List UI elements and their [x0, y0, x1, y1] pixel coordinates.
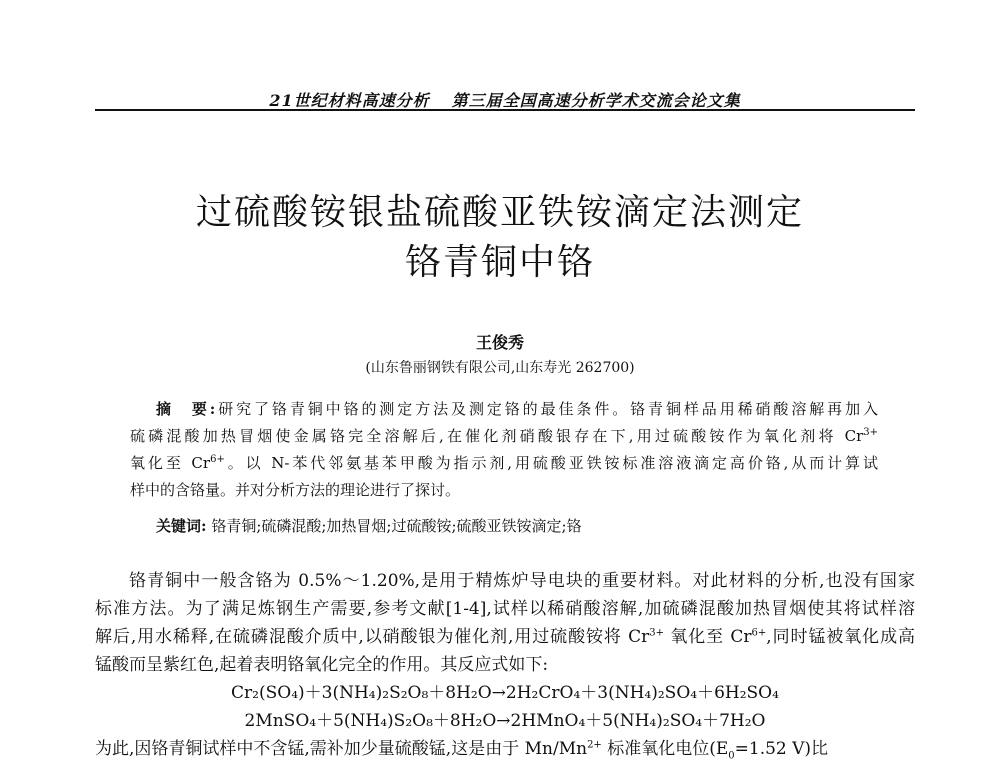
body-line-4: 锰酸而呈紫红色,起着表明铬氧化完全的作用。其反应式如下:	[95, 655, 549, 675]
body-line-3: 解后,用水稀释,在硫磷混酸介质中,以硝酸银为催化剂,用过硫酸铵将 $Cr^{3+}$ 氧化至 $Cr^{6+}$,同时锰被氧化成高	[95, 627, 916, 647]
running-head-left: 21世纪材料高速分析	[269, 91, 430, 110]
header-rule	[95, 109, 915, 111]
abstract	[130, 396, 878, 504]
paper-title	[0, 188, 1000, 288]
body-line-1: 铬青铜中一般含铬为 0.5%～1.20%,是用于精炼炉导电块的重要材料。对此材料的分析,也没有国家	[129, 571, 915, 591]
keywords	[156, 515, 582, 536]
body-line-2: 标准方法。为了满足炼钢生产需要,参考文献[1-4],试样以稀硝酸溶解,加硫磷混酸加热冒烟使其将试样溶	[95, 599, 915, 619]
equation-2: 2MnSO₄＋5(NH₄)S₂O₈＋8H₂O→2HMnO₄＋5(NH₄)₂SO₄＋7H₂O	[244, 711, 766, 731]
author: 王俊秀	[475, 333, 524, 352]
keywords-text: 铬青铜;硫磷混酸;加热冒烟;过硫酸铵;硫酸亚铁铵滴定;铬	[211, 517, 582, 535]
body-line-5: 为此,因铬青铜试样中不含锰,需补加少量硫酸锰,这是由于 $Mn/Mn^{2+}$ 标准氧化电位($E_0=1.52$ V)比	[95, 739, 829, 762]
keywords-label: 关键词:	[156, 517, 207, 535]
running-head	[95, 88, 915, 111]
abstract-line-4: 样中的含铬量。并对分析方法的理论进行了探讨。	[130, 481, 461, 499]
body-text	[95, 567, 915, 763]
abstract-line-3: 氧化至 $Cr^{6+}$。以 N-苯代邻氨基苯甲酸为指示剂,用硫酸亚铁铵标准溶液滴定高价铬,从而计算试	[130, 454, 878, 472]
abstract-line-2: 硫磷混酸加热冒烟使金属铬完全溶解后,在催化剂硝酸银存在下,用过硫酸铵作为氧化剂将 $Cr^{3+}$	[130, 427, 878, 445]
equation-1: Cr₂(SO₄)＋3(NH₄)₂S₂O₈＋8H₂O→2H₂CrO₄＋3(NH₄)₂SO₄＋6H₂SO₄	[231, 683, 779, 703]
abstract-line-1: 摘 要:研究了铬青铜中铬的测定方法及测定铬的最佳条件。铬青铜样品用稀硝酸溶解再加入	[156, 400, 878, 418]
title-line-2: 铬青铜中铬	[404, 242, 595, 283]
affiliation: (山东鲁丽钢铁有限公司,山东寿光 262700)	[365, 360, 635, 376]
abstract-label: 摘 要:	[156, 400, 216, 418]
title-line-1: 过硫酸铵银盐硫酸亚铁铵滴定法测定	[195, 192, 804, 233]
running-head-right: 第三届全国高速分析学术交流会论文集	[451, 91, 741, 110]
